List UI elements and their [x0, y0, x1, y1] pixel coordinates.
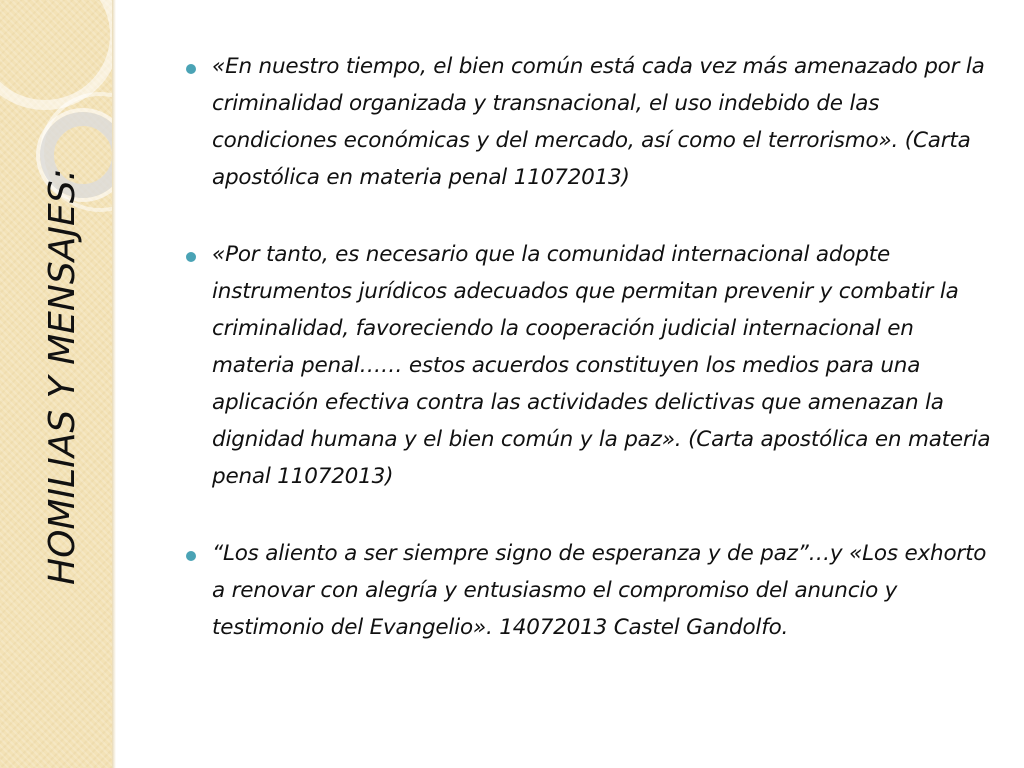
bullet-item [186, 535, 998, 646]
bullet-item [186, 48, 998, 196]
bullet-dot-icon [186, 551, 196, 561]
bullet-dot-icon [186, 64, 196, 74]
bullet-dot-icon [186, 252, 196, 262]
side-band-edge [112, 0, 116, 768]
bullet-list [186, 48, 998, 686]
bullet-item [186, 236, 998, 495]
slide-title: HOMILIAS Y MENSAJES: [42, 168, 83, 585]
bullet-text: «Por tanto, es necesario que la comunidad internacional adopte instrumentos jurídicos adecuados que permitan prevenir y combatir la criminalidad, favoreciendo la cooperación judicial internacional en materia penal…… estos acuerdos constituyen los medios para una aplicación efectiva contra las actividades delictivas que amenazan la dignidad humana y el bien común y la paz». (Carta apostólica en materia penal 11072013) [212, 242, 991, 489]
bullet-text: “Los aliento a ser siempre signo de esperanza y de paz”…y «Los exhorto a renovar con alegría y entusiasmo el compromiso del anuncio y testimonio del Evangelio». 14072013 Castel Gandolfo. [212, 541, 987, 640]
bullet-text: «En nuestro tiempo, el bien común está cada vez más amenazado por la criminalidad organizada y transnacional, el uso indebido de las condiciones económicas y del mercado, así como el terrorismo». (Carta apostólica en materia penal 11072013) [212, 54, 985, 190]
